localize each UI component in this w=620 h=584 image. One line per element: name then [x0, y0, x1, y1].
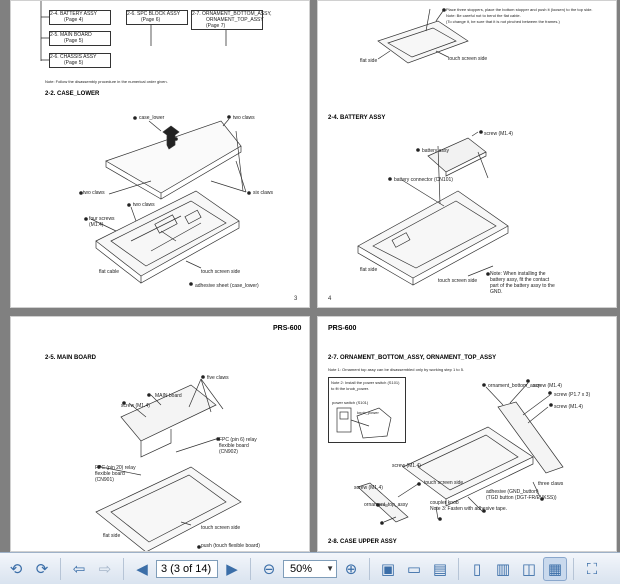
- pdf-page-5: [10, 316, 310, 552]
- label-ornament-bottom: ornament_bottom_assy: [488, 383, 541, 389]
- label-screw: screw (M1.4): [121, 403, 150, 409]
- fullscreen-icon[interactable]: ⛶: [586, 559, 598, 578]
- label-five-claws: five claws: [207, 375, 229, 381]
- model-name: PRS-600: [273, 325, 302, 332]
- label-three-claws: three claws: [538, 481, 564, 487]
- facing-icon[interactable]: ◫: [521, 559, 537, 578]
- label-screw: screw (P1.7 x 3): [554, 392, 591, 398]
- note-text: Note 3: Fasten with adhesive tape.: [430, 506, 507, 512]
- label-knob-power: knob_power: [357, 410, 379, 415]
- note-text: Note: Follow the disassembly procedure in the numerical order given.: [45, 79, 168, 84]
- toolbar-separator: [123, 558, 124, 580]
- viewer-toolbar: [0, 552, 620, 584]
- flow-box-text: 2-4. BATTERY ASSY: [50, 11, 97, 17]
- flow-box-text: (Page 5): [64, 60, 84, 66]
- label-six-claws: six claws: [253, 190, 274, 196]
- zoom-in-icon[interactable]: ⊕: [344, 559, 358, 578]
- back-icon[interactable]: ⇦: [72, 559, 86, 578]
- section-title: 2-8. CASE UPPER ASSY: [328, 539, 397, 545]
- label-flat-side: flat side: [360, 267, 378, 273]
- instruction-text: Place three stoppers, place the bottom stopper and push it (loosen) to the top side.: [446, 7, 593, 12]
- label-screw: screw (M1.4): [533, 383, 562, 389]
- rotate-ccw-icon[interactable]: ⟲: [9, 559, 23, 578]
- label-screw: screw (M1.4): [354, 485, 383, 491]
- instruction-text: (To change it, be sure that it is not pinched between the frames.): [446, 19, 560, 24]
- label-coupler-knob: coupler knob: [430, 500, 459, 506]
- toolbar-separator: [573, 558, 574, 580]
- label-adhesive: adhesive (GND_button): [486, 489, 539, 495]
- label-adhesive: (TGD button (DGT-FR/EVKSS)): [486, 495, 557, 501]
- toolbar-separator: [458, 558, 459, 580]
- section-title: 2-5. MAIN BOARD: [45, 355, 97, 361]
- label-battery-assy: battery assy: [422, 148, 449, 154]
- section-title: 2-7. ORNAMENT_BOTTOM_ASSY, ORNAMENT_TOP_ASSY: [328, 355, 497, 361]
- label-touch-screen: touch screen side: [448, 56, 488, 62]
- label-flat-side: flat side: [103, 533, 121, 539]
- label-battery-connector: battery connector (CN101): [394, 177, 453, 183]
- prev-page-icon[interactable]: ◀: [136, 559, 148, 578]
- section-title: 2-2. CASE_LOWER: [45, 91, 100, 97]
- pdf-page-4: [317, 0, 617, 308]
- label-adhesive: adhesive sheet (case_lower): [195, 283, 259, 289]
- flow-connectors: [11, 1, 310, 81]
- label-push: push (touch flexible board): [201, 543, 260, 549]
- flow-box-text: 2-6. SPC BLOCK ASSY: [127, 11, 181, 17]
- label-two-claws: two claws: [233, 115, 255, 121]
- page-number: 3: [294, 296, 298, 302]
- note-text: Note: When installing the battery assy, fit the contact part of the battery assy to the GND.: [490, 271, 555, 295]
- label-main-board: MAIN board: [155, 393, 182, 399]
- flow-box-text: (Page 5): [64, 38, 84, 44]
- next-page-icon[interactable]: ▶: [226, 559, 238, 578]
- label-touch-screen: touch screen side: [201, 525, 241, 531]
- two-up-icon[interactable]: ▦: [543, 557, 567, 581]
- zoom-select[interactable]: [283, 560, 337, 578]
- label-two-claws: two claws: [133, 202, 155, 208]
- label-case-lower: case_lower: [139, 115, 165, 121]
- label-flat-side: flat side: [360, 58, 378, 64]
- flow-box-text: (Page 4): [64, 17, 84, 23]
- zoom-out-icon[interactable]: ⊖: [262, 559, 276, 578]
- page-number: 4: [328, 296, 332, 302]
- label-touch-screen: touch screen side: [201, 269, 241, 275]
- label-screw: screw (M1.4): [484, 131, 513, 137]
- flow-box-text: (Page 6): [141, 17, 161, 23]
- inset-note-text: Note 2: Install the power switch (S101) to fit the knob_power.: [331, 380, 400, 391]
- continuous-icon[interactable]: ▥: [495, 559, 511, 578]
- label-flat-side: flat cable: [99, 269, 120, 275]
- flow-box-text: 2-5. MAIN BOARD: [50, 32, 92, 38]
- page-number-input[interactable]: 3 (3 of 14): [156, 560, 218, 578]
- note-text: Note 1: Ornament top assy can be disassembled only by working step 1 to 5.: [328, 367, 465, 372]
- rotate-cw-icon[interactable]: ⟳: [35, 559, 49, 578]
- case-lower-diagram: [11, 101, 310, 301]
- model-name: PRS-600: [328, 325, 357, 332]
- toolbar-separator: [250, 558, 251, 580]
- fit-page-icon[interactable]: ▭: [406, 559, 422, 578]
- flow-box-text: 2-7. ORNAMENT_BOTTOM_ASSY,: [192, 11, 272, 17]
- label-screw: screw (M1.4): [392, 463, 421, 469]
- label-touch-screen: touch screen side: [438, 278, 478, 284]
- toolbar-separator: [60, 558, 61, 580]
- flow-box-text: ORNAMENT_TOP_ASSY: [206, 17, 264, 23]
- label-screw: screw (M1.4): [554, 404, 583, 410]
- toolbar-separator: [369, 558, 370, 580]
- ornament-diagram: [318, 357, 617, 552]
- instruction-text: Note: Be careful not to bend the flat cable.: [446, 13, 521, 18]
- pdf-page-6: [317, 316, 617, 552]
- label-power-switch: power switch (S101): [332, 400, 369, 405]
- label-touch-screen: touch screen side: [424, 480, 464, 486]
- flow-box-text: 2-6. CHASSIS ASSY: [50, 54, 97, 60]
- label-screws: four screws (M1.4): [89, 216, 115, 228]
- single-page-icon[interactable]: ▯: [472, 559, 482, 578]
- label-two-claws: two claws: [83, 190, 105, 196]
- zoom-value: 50%: [290, 562, 313, 575]
- actual-size-icon[interactable]: ▣: [380, 559, 396, 578]
- label-fpc-board: FPC (pin 20) relay flexible board (CN901): [95, 465, 136, 483]
- label-ornament-top: ornament_top_assy: [364, 502, 408, 508]
- flow-box-text: (Page 7): [206, 23, 226, 29]
- fit-width-icon[interactable]: ▤: [432, 559, 448, 578]
- section-title: 2-4. BATTERY ASSY: [328, 115, 386, 121]
- chevron-down-icon: ▼: [326, 563, 334, 573]
- label-fpc-board: FPC (pin 6) relay flexible board (CN902): [219, 437, 257, 455]
- pdf-page-3: [10, 0, 310, 308]
- forward-icon[interactable]: ⇨: [98, 559, 112, 578]
